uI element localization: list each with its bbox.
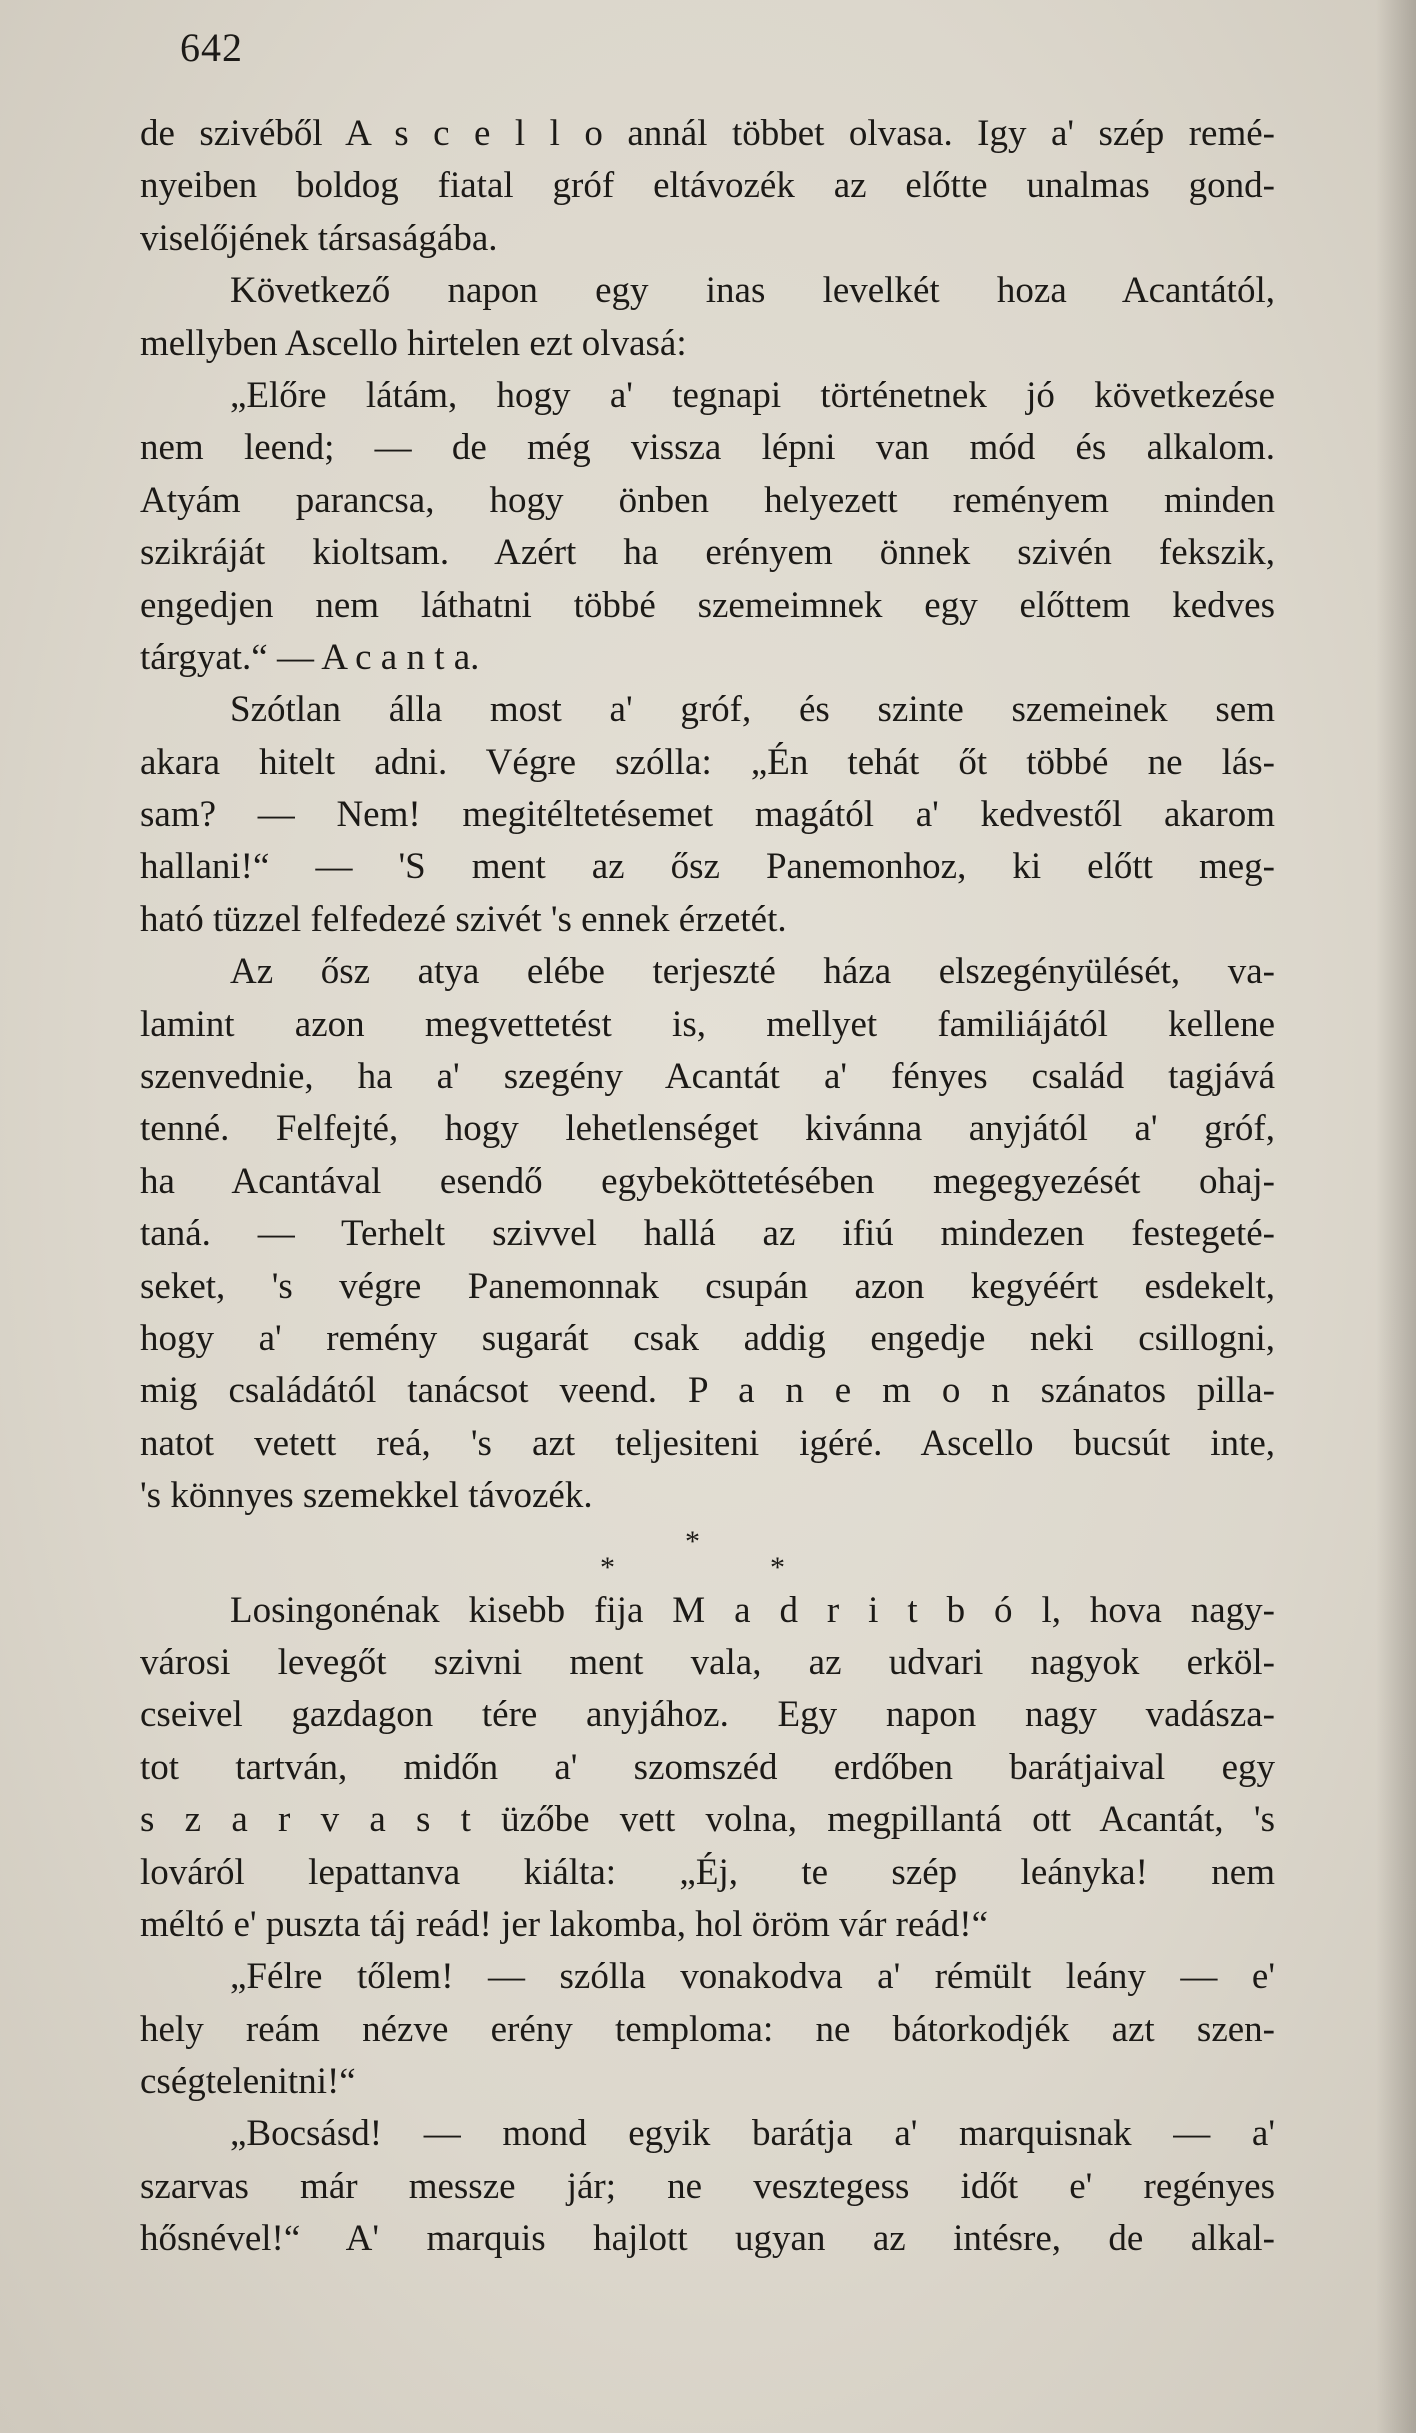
text-line: Losingonénak kisebb fija M a d r i t b ó l, hova nagy- — [230, 1589, 1275, 1631]
text-line: hősnével!“ A' marquis hajlott ugyan az intésre, de alkal- — [140, 2218, 1275, 2260]
text-line: ha Acantával esendő egybeköttetésében megegyezését ohaj- — [140, 1160, 1275, 1202]
section-separator — [140, 1523, 1275, 1585]
text-line: „Előre látám, hogy a' tegnapi történetnek jó következése — [230, 374, 1275, 416]
text-line: engedjen nem láthatni többé szemeimnek egy előttem kedves — [140, 584, 1275, 626]
text-line: natot vetett reá, 's azt teljesiteni igéré. Ascello bucsút inte, — [140, 1422, 1275, 1464]
text-line: ható tüzzel felfedezé szivét 's ennek érzetét. — [140, 898, 787, 940]
text-line: seket, 's végre Panemonnak csupán azon kegyéért esdekelt, — [140, 1265, 1275, 1307]
text-line: nyeiben boldog fiatal gróf eltávozék az előtte unalmas gond- — [140, 165, 1275, 207]
asterisk-ornament: * — [770, 1550, 785, 1584]
text-line: szarvas már messze jár; ne vesztegess időt e' regényes — [140, 2165, 1275, 2207]
text-line: de szivéből A s c e l l o annál többet olvasa. Igy a' szép remé- — [140, 113, 1275, 154]
text-line: cségtelenitni!“ — [140, 2061, 356, 2103]
text-line: szikráját kioltsam. Azért ha erényem önnek szivén fekszik, — [140, 532, 1275, 574]
text-line: 's könnyes szemekkel távozék. — [140, 1475, 593, 1517]
text-line: Atyám parancsa, hogy önben helyezett reményem minden — [140, 479, 1275, 521]
text-line: akara hitelt adni. Végre szólla: „Én tehát őt többé ne lás- — [140, 741, 1275, 783]
text-line: „Félre tőlem! — szólla vonakodva a' rémült leány — e' — [230, 1956, 1275, 1998]
page-edge-shadow — [1376, 0, 1416, 2433]
text-line: tárgyat.“ — A c a n t a. — [140, 636, 480, 678]
text-line: hogy a' remény sugarát csak addig engedje neki csillogni, — [140, 1317, 1275, 1359]
text-line: hely reám nézve erény temploma: ne bátorkodjék azt szen- — [140, 2008, 1275, 2050]
text-line: mellyben Ascello hirtelen ezt olvasá: — [140, 322, 687, 364]
text-line: cseivel gazdagon tére anyjához. Egy napon nagy vadásza- — [140, 1694, 1275, 1736]
text-line: szenvednie, ha a' szegény Acantát a' fényes család tagjává — [140, 1056, 1275, 1098]
text-line: lamint azon megvettetést is, mellyet familiájától kellene — [140, 1003, 1275, 1045]
body-text — [140, 108, 1275, 2266]
text-line: hallani!“ — 'S ment az ősz Panemonhoz, ki előtt meg- — [140, 846, 1275, 888]
text-line: Szótlan álla most a' gróf, és szinte szemeinek sem — [230, 689, 1275, 731]
text-line: tenné. Felfejté, hogy lehetlenséget kivánna anyjától a' gróf, — [140, 1108, 1275, 1150]
text-line: nem leend; — de még vissza lépni van mód és alkalom. — [140, 427, 1275, 469]
text-line: viselőjének társaságába. — [140, 217, 498, 259]
text-line: „Bocsásd! — mond egyik barátja a' marquisnak — a' — [230, 2113, 1275, 2155]
text-line: városi levegőt szivni ment vala, az udvari nagyok erköl- — [140, 1641, 1275, 1683]
text-line: lováról lepattanva kiálta: „Éj, te szép leányka! nem — [140, 1851, 1275, 1893]
page-number: 642 — [180, 25, 243, 70]
asterisk-ornament: * — [685, 1524, 700, 1558]
text-line: méltó e' puszta táj reád! jer lakomba, hol öröm vár reád!“ — [140, 1903, 989, 1945]
text-line: sam? — Nem! megitéltetésemet magától a' kedvestől akarom — [140, 794, 1275, 836]
text-line: taná. — Terhelt szivvel hallá az ifiú mindezen festegeté- — [140, 1213, 1275, 1255]
asterisk-ornament: * — [600, 1550, 615, 1584]
text-line: Következő napon egy inas levelkét hoza Acantától, — [230, 270, 1275, 312]
text-line: mig családától tanácsot veend. P a n e m o n szánatos pilla- — [140, 1370, 1275, 1412]
text-line: s z a r v a s t üzőbe vett volna, megpillantá ott Acantát, 's — [140, 1799, 1275, 1841]
text-line: tot tartván, midőn a' szomszéd erdőben barátjaival egy — [140, 1746, 1275, 1788]
text-line: Az ősz atya elébe terjeszté háza elszegényülését, va- — [230, 951, 1275, 993]
